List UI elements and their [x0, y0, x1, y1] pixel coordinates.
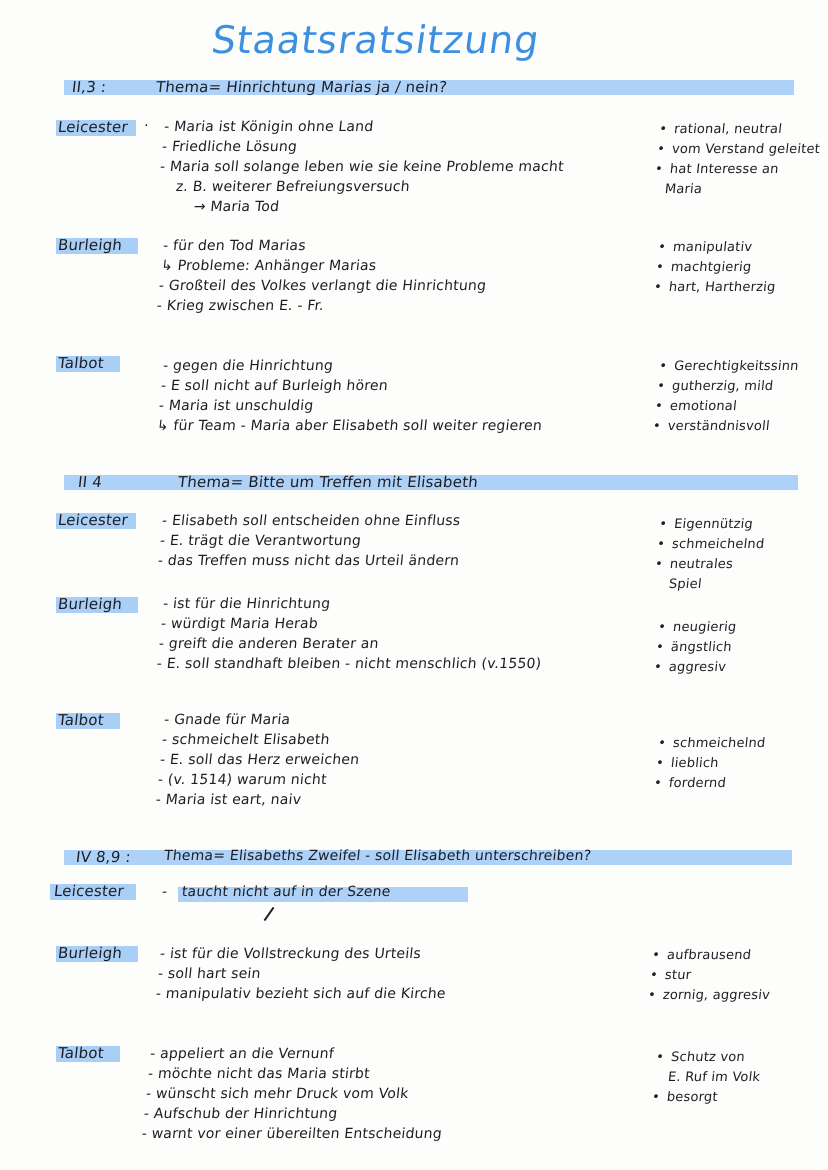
- page-title: Staatsratsitzung: [208, 18, 543, 62]
- traits-list: [652, 515, 768, 595]
- statement-line: - möchte nicht das Maria stirbt: [147, 1066, 371, 1082]
- statement-line: → Maria Tod: [192, 199, 280, 215]
- statement-line: - würdigt Maria Herab: [160, 616, 319, 632]
- section-topic: Thema= Bitte um Treffen mit Elisabeth: [177, 473, 479, 491]
- trait: • Schutz von: [655, 1048, 763, 1068]
- statement-list: [155, 117, 569, 217]
- section-number: II 4: [77, 473, 103, 491]
- statement-line: - gegen die Hinrichtung: [162, 358, 334, 374]
- statement-line: - E. soll das Herz erweichen: [159, 752, 361, 768]
- statement-line: - greift die anderen Berater an: [158, 636, 380, 652]
- statement-line: - wünscht sich mehr Druck vom Volk: [145, 1086, 410, 1102]
- trait: • manipulativ: [657, 238, 781, 258]
- statement-line: - ist für die Hinrichtung: [162, 596, 332, 612]
- statement-line: - soll hart sein: [157, 966, 262, 982]
- statement-line: ↳ Probleme: Anhänger Marias: [160, 258, 378, 274]
- trait: • stur: [649, 966, 773, 986]
- statement-line: ↳ für Team - Maria aber Elisabeth soll weiter regieren: [156, 418, 543, 434]
- section-topic: Thema= Elisabeths Zweifel - soll Elisabeth unterschreiben?: [163, 848, 593, 864]
- traits-list: [651, 1048, 763, 1108]
- statement-list: [141, 1044, 452, 1144]
- statement-line: z. B. weiterer Befreiungsversuch: [175, 179, 411, 195]
- person-name-leicester: Leicester: [57, 118, 129, 136]
- statement-line: - das Treffen muss nicht das Urteil ändern: [157, 553, 460, 569]
- person-name-burleigh: Burleigh: [57, 236, 124, 254]
- statement-line: - Friedliche Lösung: [161, 139, 298, 155]
- traits-list: [652, 357, 800, 437]
- statement-line: - (v. 1514) warum nicht: [157, 772, 328, 788]
- trait: • rational, neutral: [658, 120, 823, 140]
- trait: • neugierig: [657, 618, 737, 638]
- statement-list: [156, 594, 549, 674]
- statement-line: - warnt vor einer übereilten Entscheidung: [140, 1126, 443, 1142]
- statement-line: - appeliert an die Vernunf: [149, 1046, 335, 1062]
- person-name-burleigh: Burleigh: [57, 944, 124, 962]
- traits-list: [647, 946, 775, 1006]
- statement-list: [155, 944, 451, 1004]
- trait: • fordernd: [653, 774, 762, 794]
- statement-line: - Maria soll solange leben wie sie keine Probleme macht: [159, 159, 565, 175]
- trait: • schmeichelnd: [656, 535, 765, 555]
- person-name-leicester: Leicester: [53, 882, 125, 900]
- person-name-talbot: Talbot: [57, 354, 105, 372]
- person-name-talbot: Talbot: [57, 1044, 105, 1062]
- statement-line: - für den Tod Marias: [162, 238, 307, 254]
- person-name-burleigh: Burleigh: [57, 595, 124, 613]
- trait: • Eigennützig: [658, 515, 767, 535]
- section-number: IV 8,9 :: [75, 848, 132, 866]
- trait: • aufbrausend: [651, 946, 775, 966]
- statement-line: - schmeichelt Elisabeth: [161, 732, 331, 748]
- statement-line: - Gnade für Maria: [163, 712, 292, 728]
- traits-list: [653, 734, 767, 794]
- trait: • ängstlich: [655, 638, 735, 658]
- statement-list: [155, 710, 365, 810]
- trait: • verständnisvoll: [652, 417, 793, 437]
- statement-line: - E. trägt die Verantwortung: [159, 533, 362, 549]
- pen-mark: [264, 907, 275, 921]
- section-number: II,3 :: [71, 78, 108, 96]
- trait: Maria: [664, 182, 703, 197]
- statement-line: - Maria ist unschuldig: [158, 398, 315, 414]
- statement-line: - Maria ist eart, naiv: [154, 792, 302, 808]
- trait: • hat Interesse an: [654, 160, 819, 180]
- statement-line: - E soll nicht auf Burleigh hören: [160, 378, 389, 394]
- statement-list: [156, 236, 492, 316]
- statement-line: - manipulativ bezieht sich auf die Kirche: [155, 986, 447, 1002]
- statement-list: [156, 356, 550, 436]
- statement-line: - Aufschub der Hinrichtung: [143, 1106, 339, 1122]
- statement-line: - taucht nicht auf in der Szene: [161, 884, 392, 900]
- trait: • neutrales: [654, 555, 763, 575]
- trait: • aggresiv: [653, 658, 733, 678]
- person-colon: ·: [143, 118, 150, 134]
- statement-line: - Maria ist Königin ohne Land: [163, 119, 375, 135]
- statement-line: - ist für die Vollstreckung des Urteils: [159, 946, 422, 962]
- traits-list: [652, 120, 823, 200]
- person-name-leicester: Leicester: [57, 511, 129, 529]
- trait: Spiel: [668, 577, 703, 592]
- trait: • besorgt: [651, 1088, 759, 1108]
- traits-list: [653, 238, 781, 298]
- statement-line: - Elisabeth soll entscheiden ohne Einfluss: [161, 513, 462, 529]
- statement-line: - Großteil des Volkes verlangt die Hinrichtung: [158, 278, 487, 294]
- trait: • zornig, aggresiv: [647, 986, 771, 1006]
- trait: • vom Verstand geleitet: [656, 140, 821, 160]
- trait: • gutherzig, mild: [656, 377, 797, 397]
- statement-line: - E. soll standhaft bleiben - nicht menschlich (v.1550): [156, 656, 543, 672]
- trait: • Gerechtigkeitssinn: [658, 357, 799, 377]
- statement-list: [157, 511, 464, 571]
- trait: E. Ruf im Volk: [667, 1070, 761, 1085]
- statement-line: - Krieg zwischen E. - Fr.: [156, 298, 325, 314]
- trait: • hart, Hartherzig: [653, 278, 777, 298]
- traits-list: [653, 618, 738, 678]
- person-name-talbot: Talbot: [57, 711, 105, 729]
- trait: • lieblich: [655, 754, 764, 774]
- trait: • machtgierig: [655, 258, 779, 278]
- trait: • emotional: [654, 397, 795, 417]
- section-topic: Thema= Hinrichtung Marias ja / nein?: [155, 78, 448, 96]
- trait: • schmeichelnd: [657, 734, 766, 754]
